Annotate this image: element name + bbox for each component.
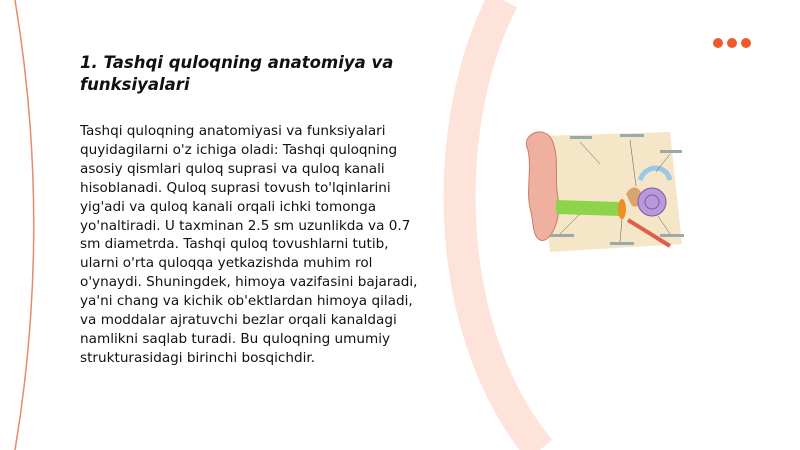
- ear-canal: [556, 200, 620, 216]
- ear-anatomy-illustration: [520, 124, 690, 258]
- left-edge-line: [15, 0, 34, 450]
- slide-title: 1. Tashqi quloqning anatomiya va funksiyalari: [80, 53, 394, 94]
- three-dots-icon: [713, 38, 751, 48]
- dot: [713, 38, 723, 48]
- slide-body-text: Tashqi quloqning anatomiyasi va funksiyalari quyidagilarni o'z ichiga oladi: Tashqi quloqning asosiy qismlari quloq suprasi va quloq kanali hisoblanadi. Quloq suprasi tovush to'lqinlarini yig'adi va quloq kanali orqali ichki tomonga yo'naltiradi. U taxminan 2.5 sm uzunlikda va 0.7 sm diametrda. Tashqi quloq tovushlarni tutib, ularni o'rta quloqqa yetkazishda muhim rol o'ynaydi. Shuningdek, himoya vazifasini bajaradi, ya'ni chang va kichik ob'ektlardan himoya qiladi, va moddalar ajratuvchi bezlar orqali kanaldagi namlikni saqlab turadi. Bu quloqning umumiy strukturasidagi birinchi bosqichdir.: [80, 123, 418, 366]
- dot: [727, 38, 737, 48]
- cochlea: [638, 188, 666, 216]
- dot: [741, 38, 751, 48]
- eardrum: [618, 199, 626, 219]
